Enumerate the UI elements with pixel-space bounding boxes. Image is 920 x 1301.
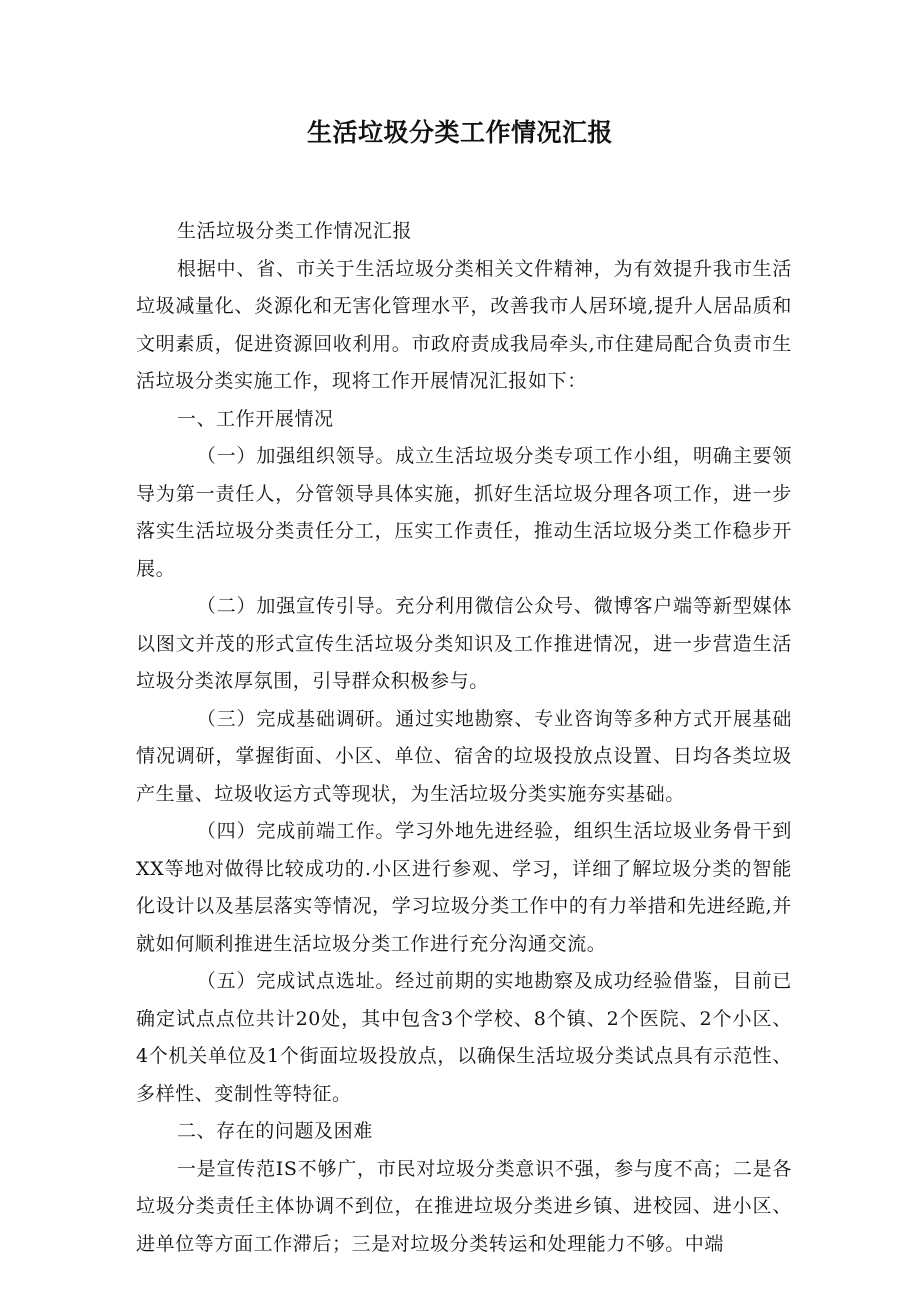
intro-paragraph: 根据中、省、市关于生活垃圾分类相关文件精神，为有效提升我市生活垃圾减量化、炎源化和无害化管理水平，改善我市人居环境,提升人居品质和文明素质，促进资源回收利用。市政府责成我局牵头,市住建局配合负责市生活垃圾分类实施工作，现将工作开展情况汇报如下： [136, 257, 792, 392]
paragraph-problems: 一是宣传范IS不够广，市民对垃圾分类意识不强，参与度不高；二是各垃圾分类责任主体协调不到位，在推进垃圾分类进乡镇、进校园、进小区、进单位等方面工作滞后；三是对垃圾分类转运和处理能力不够。中端 [136, 1157, 792, 1255]
paragraph-organization-leadership: （一）加强组织领导。成立生活垃圾分类专项工作小组，明确主要领导为第一责任人，分管领导具体实施，抓好生活垃圾分理各项工作，进一步落实生活垃圾分类责任分工，压实工作责任，推动生活垃圾分类工作稳步开展。 [136, 445, 792, 580]
subtitle-paragraph: 生活垃圾分类工作情况汇报 [176, 220, 413, 242]
paragraph-publicity-guidance: （二）加强宣传引导。充分利用微信公众号、微博客户端等新型媒体以图文并茂的形式宣传生活垃圾分类知识及工作推进情况，进一步营造生活垃圾分类浓厚氛围，引导群众积极参与。 [136, 595, 792, 692]
paragraph-pilot-site-selection: （五）完成试点选址。经过前期的实地勘察及成功经验借鉴，目前已确定试点点位共计20处，其中包含3个学校、8个镇、2个医院、2个小区、4个机关单位及1个街面垃圾投放点，以确保生活垃圾分类试点具有示范性、多样性、变制性等特征。 [136, 970, 792, 1105]
section-heading-problems: 二、存在的问题及困难 [176, 1120, 373, 1142]
paragraph-front-end-work: （四）完成前端工作。学习外地先进经验，组织生活垃圾业务骨干到XX等地对做得比较成功的.小区进行参观、学习，详细了解垃圾分类的智能化设计以及基层落实等情况，学习垃圾分类工作中的有力举措和先进经跪,并就如何顺利推进生活垃圾分类工作进行充分沟通交流。 [136, 820, 792, 955]
section-heading-work-progress: 一、工作开展情况 [176, 407, 334, 430]
document-title: 生活垃圾分类工作情况汇报 [306, 118, 613, 147]
document-body [136, 213, 792, 1263]
paragraph-basic-research: （三）完成基础调研。通过实地勘察、专业咨询等多种方式开展基础情况调研，掌握街面、小区、单位、宿舍的垃圾投放点设置、日均各类垃圾产生量、垃圾收运方式等现状，为生活垃圾分类实施夯实基础。 [136, 707, 792, 805]
